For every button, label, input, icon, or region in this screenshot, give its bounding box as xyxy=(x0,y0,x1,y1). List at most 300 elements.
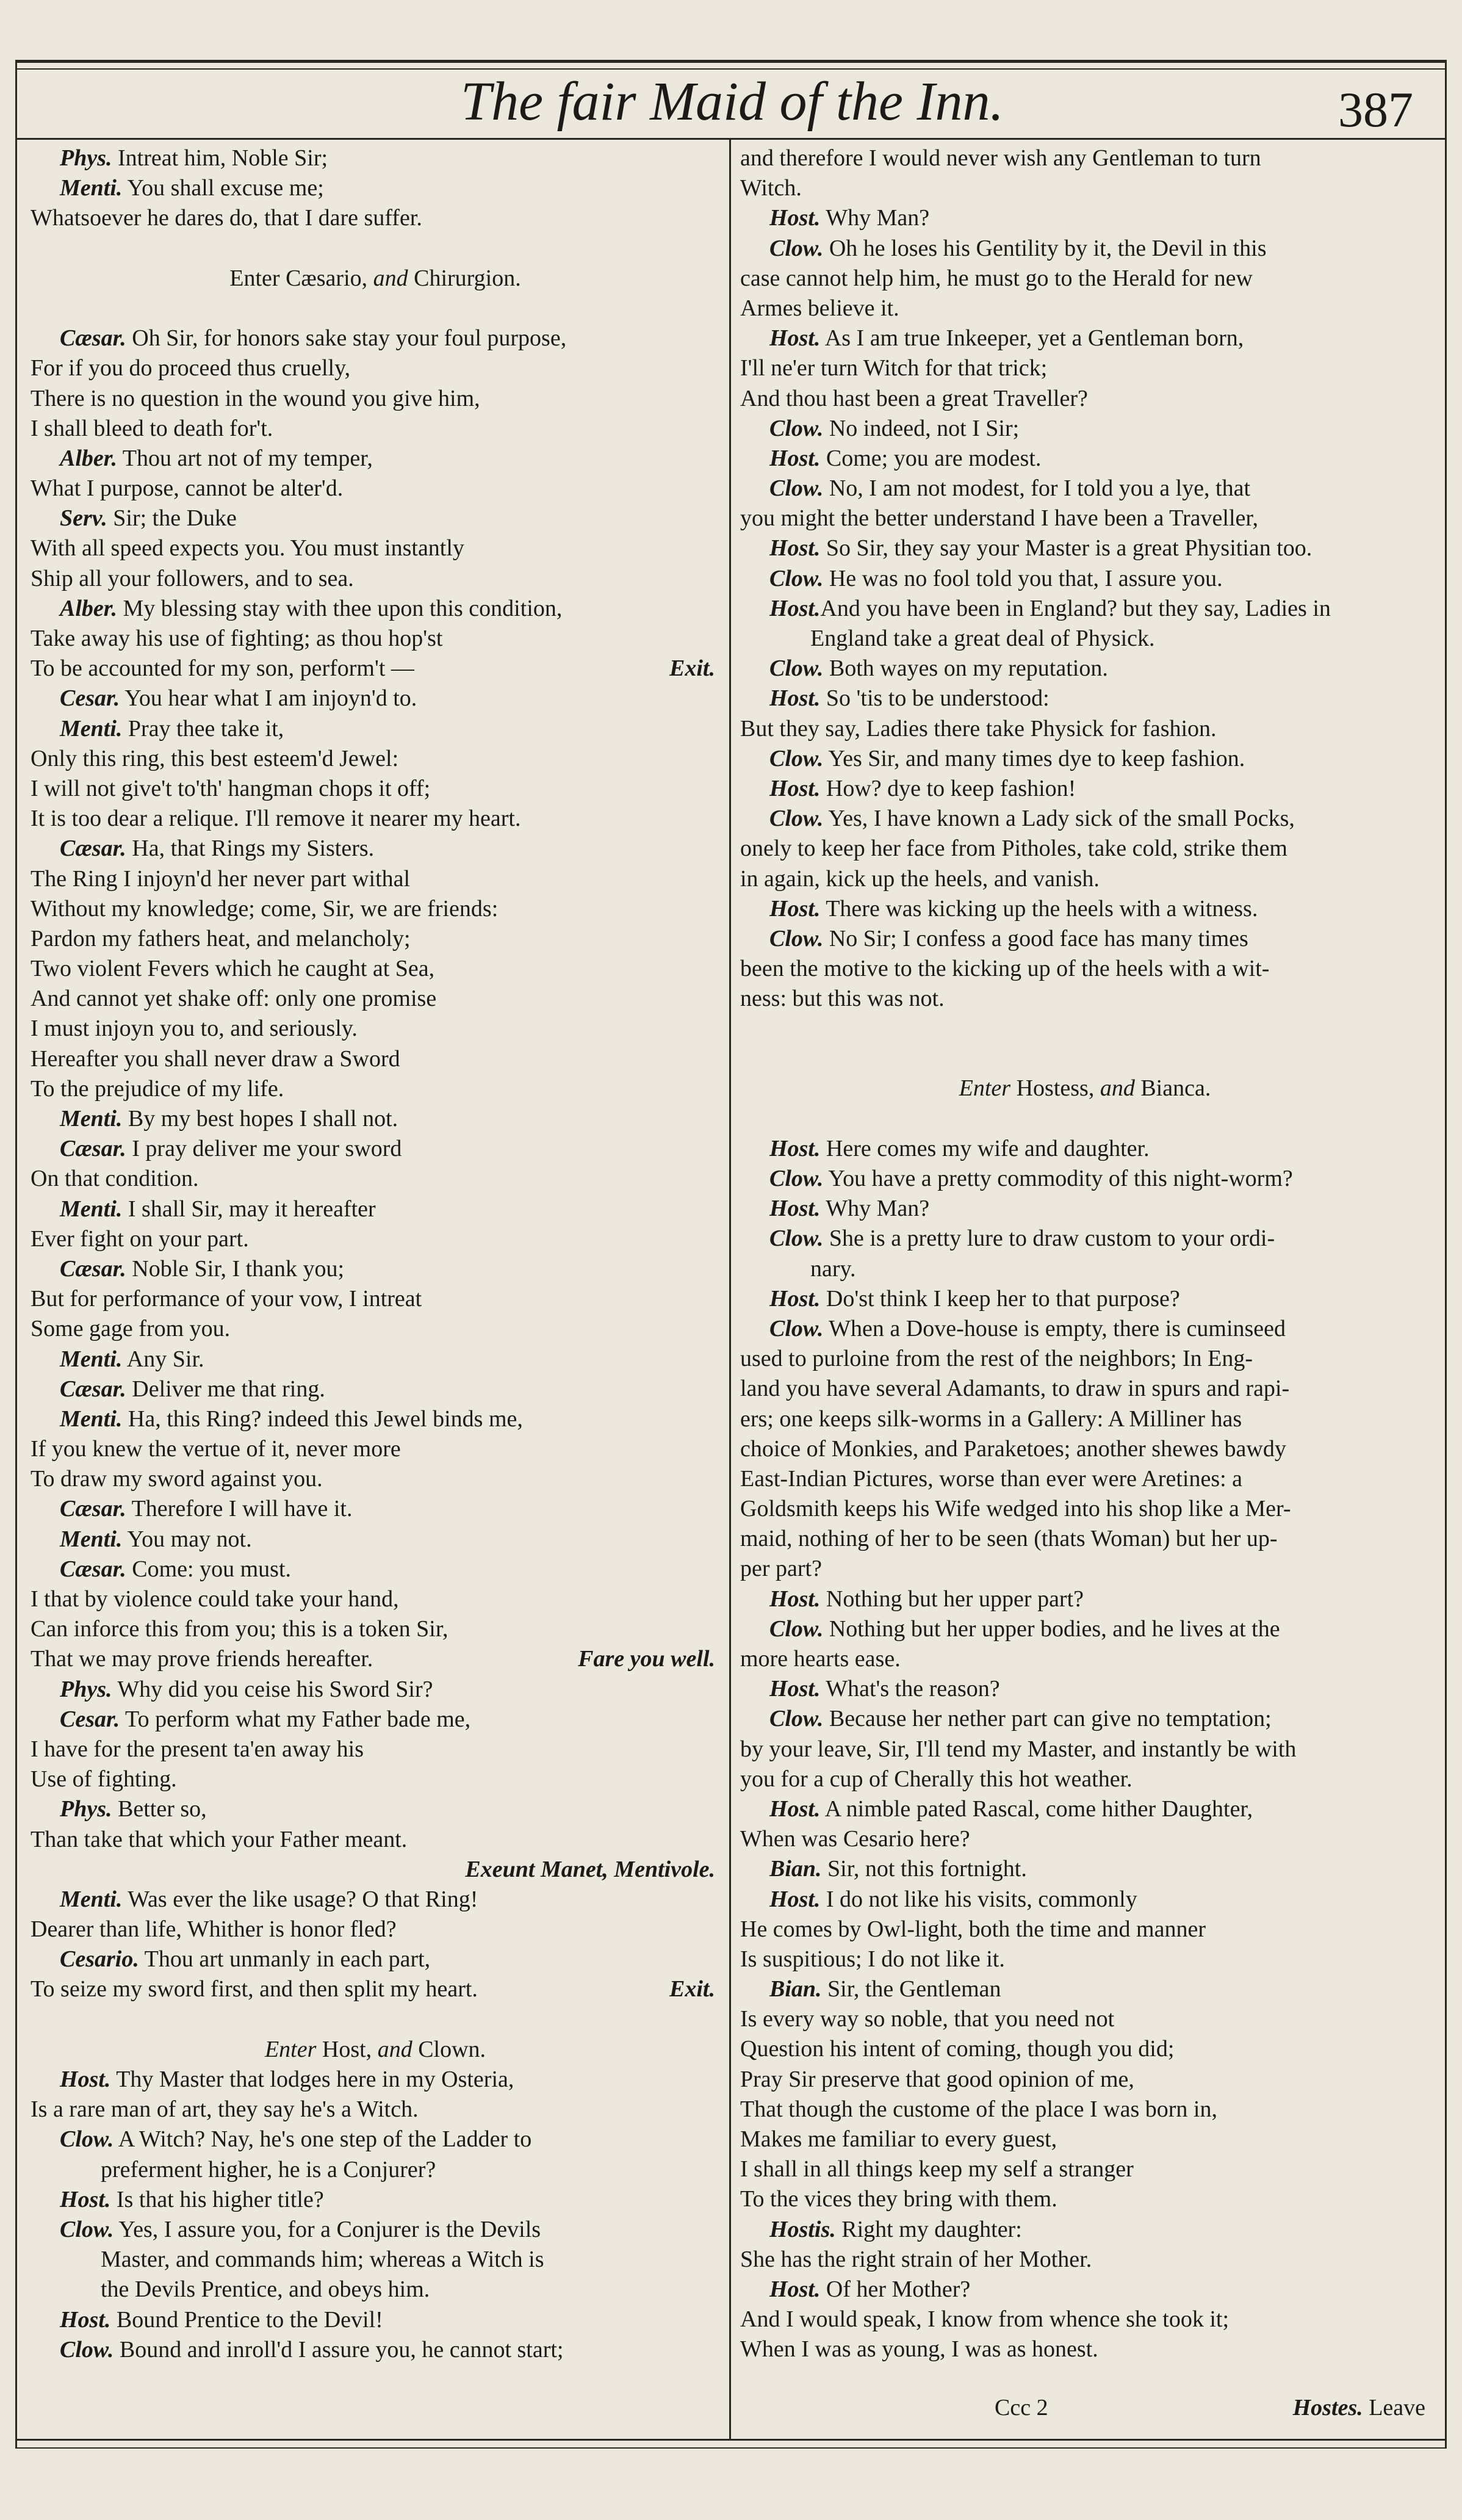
speech-line xyxy=(740,1314,1430,1344)
text-line xyxy=(740,1374,1430,1404)
speech-line xyxy=(31,2065,720,2095)
text-line xyxy=(740,1764,1430,1794)
text-line xyxy=(31,1434,720,1464)
speech-line xyxy=(31,1494,720,1524)
text-line xyxy=(31,2095,720,2125)
line-text: To the prejudice of my life. xyxy=(31,1075,284,1102)
speaker-name: Menti. xyxy=(60,1526,123,1552)
line-text: more hearts ease. xyxy=(740,1646,901,1672)
speaker-name: Menti. xyxy=(60,1886,123,1912)
line-text: When was Cesario here? xyxy=(740,1826,970,1852)
line-text: But they say, Ladies there take Physick for fashion. xyxy=(740,715,1217,742)
text-line xyxy=(31,1584,720,1614)
line-text: To be accounted for my son, perform't — xyxy=(31,655,414,682)
stage-direction-part: and xyxy=(373,265,414,291)
line-text: The Ring I injoyn'd her never part withal xyxy=(31,865,411,892)
line-text: ness: but this was not. xyxy=(740,986,945,1012)
line-text: Of her Mother? xyxy=(820,2276,971,2302)
line-text: Pardon my fathers heat, and melancholy; xyxy=(31,925,411,951)
text-line xyxy=(740,2125,1430,2154)
speech-line xyxy=(740,533,1430,563)
line-text: Witch. xyxy=(740,175,802,201)
line-text: Pray Sir preserve that good opinion of me, xyxy=(740,2066,1134,2092)
text-line xyxy=(740,1644,1430,1674)
text-line xyxy=(31,414,720,444)
speech-line xyxy=(31,1254,720,1284)
speech-line xyxy=(31,323,720,353)
text-line xyxy=(740,264,1430,294)
speech-line xyxy=(31,684,720,713)
line-text: Ha, this Ring? indeed this Jewel binds me, xyxy=(122,1406,523,1432)
speaker-name: Host. xyxy=(769,595,821,621)
stage-direction xyxy=(31,2035,720,2065)
spacer xyxy=(740,1014,1430,1074)
line-text: Therefore I will have it. xyxy=(126,1496,353,1522)
text-line xyxy=(31,474,720,504)
line-text: Why did you ceise his Sword Sir? xyxy=(112,1676,433,1702)
speech-line xyxy=(31,504,720,533)
text-line xyxy=(740,2334,1430,2364)
line-text: Bound and inroll'd I assure you, he cannot start; xyxy=(113,2336,564,2363)
speaker-name: Clow. xyxy=(769,1315,824,1341)
line-text: Makes me familiar to every guest, xyxy=(740,2126,1057,2152)
speech-line xyxy=(31,1104,720,1134)
line-text: When I was as young, I was as honest. xyxy=(740,2336,1098,2363)
text-line xyxy=(740,2154,1430,2184)
stage-direction-part: Enter xyxy=(264,2036,322,2062)
line-text: Is every way so noble, that you need not xyxy=(740,2006,1115,2032)
speech-line xyxy=(740,654,1430,684)
text-line xyxy=(31,1644,720,1674)
line-text: No indeed, not I Sir; xyxy=(823,415,1020,441)
line-text: I have for the present ta'en away his xyxy=(31,1736,364,1762)
line-text: Than take that which your Father meant. xyxy=(31,1826,408,1852)
speech-line xyxy=(740,1194,1430,1224)
line-text: I shall bleed to death for't. xyxy=(31,415,273,441)
line-text: Sir, the Gentleman xyxy=(821,1976,1001,2002)
speech-line xyxy=(740,1224,1430,1254)
speaker-name: Host. xyxy=(769,2276,821,2302)
line-text: Here comes my wife and daughter. xyxy=(820,1135,1150,1161)
speaker-name: Host. xyxy=(769,775,821,801)
catchword-speaker: Hostes. xyxy=(1292,2395,1363,2421)
text-line xyxy=(31,984,720,1014)
line-text: She is a pretty lure to draw custom to your ordi- xyxy=(823,1226,1275,1252)
line-text: England take a great deal of Physick. xyxy=(810,626,1155,651)
text-line xyxy=(31,1764,720,1794)
text-line xyxy=(740,2305,1430,2334)
speaker-name: Bian. xyxy=(769,1976,822,2002)
text-line xyxy=(740,864,1430,894)
line-text: in again, kick up the heels, and vanish. xyxy=(740,865,1100,892)
text-line xyxy=(740,294,1430,323)
text-line xyxy=(31,744,720,774)
left-border-rule xyxy=(15,60,17,2449)
line-text: A nimble pated Rascal, come hither Daughter, xyxy=(820,1796,1253,1822)
speaker-name: Clow. xyxy=(769,1706,824,1732)
text-line xyxy=(740,2065,1430,2095)
line-text: Come; you are modest. xyxy=(820,445,1042,471)
line-text: Thou art unmanly in each part, xyxy=(139,1946,431,1973)
speaker-name: Clow. xyxy=(769,1616,824,1642)
speech-line xyxy=(740,594,1430,624)
speech-line xyxy=(740,1704,1430,1734)
line-text: ers; one keeps silk-worms in a Gallery: A Milliner has xyxy=(740,1406,1242,1432)
speaker-name: Phys. xyxy=(60,145,112,171)
line-text: And cannot yet shake off: only one promise xyxy=(31,986,437,1012)
speech-line xyxy=(31,1374,720,1404)
line-text: As I am true Inkeeper, yet a Gentleman born, xyxy=(820,325,1244,352)
page-number: 387 xyxy=(1338,82,1413,137)
left-text-column xyxy=(31,143,720,2365)
speaker-name: Bian. xyxy=(769,1856,822,1882)
continuation-line xyxy=(31,2245,720,2275)
speech-line xyxy=(740,203,1430,233)
line-text: by your leave, Sir, I'll tend my Master, and instantly be with xyxy=(740,1736,1297,1762)
text-line xyxy=(740,1735,1430,1764)
line-text: Goldsmith keeps his Wife wedged into his shop like a Mer- xyxy=(740,1496,1291,1522)
line-text: No, I am not modest, for I told you a lye, that xyxy=(823,475,1251,502)
line-text: you for a cup of Cherally this hot weather. xyxy=(740,1766,1133,1792)
line-text: You may not. xyxy=(122,1526,252,1552)
line-text: You have a pretty commodity of this night-worm? xyxy=(823,1166,1293,1191)
speaker-name: Clow. xyxy=(769,565,824,591)
line-text: and therefore I would never wish any Gentleman to turn xyxy=(740,145,1261,171)
text-line xyxy=(31,1915,720,1944)
speaker-name: Clow. xyxy=(769,655,824,682)
line-text: nary. xyxy=(810,1255,856,1282)
line-text: By my best hopes I shall not. xyxy=(122,1106,398,1132)
stage-direction-inline: Fare you well. xyxy=(578,1646,715,1672)
text-line xyxy=(740,714,1430,744)
line-text: He was no fool told you that, I assure you. xyxy=(823,565,1223,591)
line-text: Take away his use of fighting; as thou hop'st xyxy=(31,626,443,651)
speech-line xyxy=(31,1554,720,1584)
line-text: per part? xyxy=(740,1556,822,1582)
line-text: Whatsoever he dares do, that I dare suffer. xyxy=(31,205,422,231)
speaker-name: Menti. xyxy=(60,1196,123,1222)
column-divider xyxy=(729,139,731,2439)
text-line xyxy=(740,1344,1430,1374)
speaker-name: Menti. xyxy=(60,1406,123,1432)
indented-line xyxy=(740,624,1430,654)
speech-line xyxy=(31,834,720,864)
bottom-border-rule-inner xyxy=(15,2447,1447,2449)
line-text: She has the right strain of her Mother. xyxy=(740,2246,1092,2272)
line-text: Yes, I assure you, for a Conjurer is the Devils xyxy=(113,2216,541,2242)
line-text: Why Man? xyxy=(820,1196,930,1222)
line-text: I shall in all things keep my self a stranger xyxy=(740,2156,1134,2182)
catchword xyxy=(1293,2392,1425,2423)
line-text: I'll ne'er turn Witch for that trick; xyxy=(740,355,1048,381)
line-text: Is that his higher title? xyxy=(110,2186,324,2212)
text-line xyxy=(31,1224,720,1254)
speech-line xyxy=(31,1794,720,1824)
speaker-name: Phys. xyxy=(60,1676,112,1702)
text-line xyxy=(740,984,1430,1014)
speech-line xyxy=(740,323,1430,353)
speaker-name: Host. xyxy=(769,1676,821,1702)
line-text: Sir; the Duke xyxy=(107,505,237,532)
text-line xyxy=(740,2184,1430,2214)
line-text: Noble Sir, I thank you; xyxy=(126,1255,345,1282)
text-line xyxy=(31,1284,720,1314)
line-text: you might the better understand I have been a Traveller, xyxy=(740,505,1259,532)
speech-line xyxy=(740,1284,1430,1314)
text-line xyxy=(740,1494,1430,1524)
text-line xyxy=(740,1464,1430,1494)
line-text: Better so, xyxy=(112,1796,207,1822)
spacer xyxy=(31,234,720,264)
line-text: been the motive to the kicking up of the heels with a wit- xyxy=(740,956,1270,982)
speech-line xyxy=(740,1885,1430,1915)
text-line xyxy=(31,384,720,414)
speech-line xyxy=(740,774,1430,804)
line-text: So Sir, they say your Master is a great Physitian too. xyxy=(820,535,1313,561)
top-border-rule xyxy=(15,60,1447,63)
text-line xyxy=(31,353,720,383)
text-line xyxy=(740,1824,1430,1854)
speech-line xyxy=(31,143,720,173)
speech-line xyxy=(31,1345,720,1374)
stage-direction-part: Host, xyxy=(322,2036,378,2062)
speaker-name: Cæsar. xyxy=(60,1376,126,1402)
line-text: Master, and commands him; whereas a Witch is xyxy=(101,2247,544,2273)
text-line xyxy=(31,924,720,954)
text-line xyxy=(31,1825,720,1855)
line-text: A Witch? Nay, he's one step of the Ladder to xyxy=(113,2126,532,2153)
line-text: And I would speak, I know from whence she took it; xyxy=(740,2306,1230,2333)
right-text-column xyxy=(740,143,1430,2365)
signature-mark: Ccc 2 xyxy=(995,2395,1048,2421)
speaker-name: Clow. xyxy=(769,806,824,832)
speaker-name: Cæsar. xyxy=(60,1136,126,1162)
text-line xyxy=(740,173,1430,203)
line-text: How? dye to keep fashion! xyxy=(820,775,1076,801)
line-text: He comes by Owl-light, both the time and manner xyxy=(740,1916,1206,1942)
speech-line xyxy=(31,594,720,624)
line-text: Thy Master that lodges here in my Osteria, xyxy=(110,2067,514,2092)
line-text: Question his intent of coming, though you did; xyxy=(740,2036,1175,2062)
line-text: And you have been in England? but they say, Ladies in xyxy=(820,595,1331,621)
speaker-name: Menti. xyxy=(60,715,123,742)
speech-line xyxy=(740,414,1430,444)
speaker-name: Clow. xyxy=(769,745,824,771)
line-text: Because her nether part can give no temptation; xyxy=(823,1706,1272,1732)
line-text: Ship all your followers, and to sea. xyxy=(31,565,354,591)
speech-line xyxy=(740,924,1430,954)
text-line xyxy=(740,353,1430,383)
line-text: Two violent Fevers which he caught at Sea, xyxy=(31,956,435,982)
right-border-rule xyxy=(1445,60,1447,2449)
speech-line xyxy=(31,173,720,203)
spacer xyxy=(31,2005,720,2035)
line-text: And thou hast been a great Traveller? xyxy=(740,385,1088,411)
speaker-name: Clow. xyxy=(60,2216,114,2242)
speaker-name: Clow. xyxy=(769,235,824,261)
speaker-name: Host. xyxy=(60,2186,111,2212)
line-text: Both wayes on my reputation. xyxy=(823,655,1108,682)
stage-direction-inline: Exeunt Manet, Mentivole. xyxy=(465,1856,715,1882)
speaker-name: Host. xyxy=(769,205,821,231)
text-line xyxy=(740,834,1430,864)
line-text: Intreat him, Noble Sir; xyxy=(112,145,328,171)
speech-line xyxy=(740,234,1430,264)
speaker-name: Clow. xyxy=(769,1226,824,1252)
text-line xyxy=(31,864,720,894)
speaker-name: Host. xyxy=(769,895,821,922)
speech-line xyxy=(31,1944,720,1974)
speech-line xyxy=(740,684,1430,713)
line-text: Is a rare man of art, they say he's a Witch. xyxy=(31,2096,419,2123)
text-line xyxy=(740,2004,1430,2034)
speaker-name: Hostis. xyxy=(769,2216,836,2242)
speech-line xyxy=(740,1854,1430,1884)
line-text: You hear what I am injoyn'd to. xyxy=(120,685,417,712)
speaker-name: Menti. xyxy=(60,1106,123,1132)
speaker-name: Clow. xyxy=(769,475,824,502)
speech-line xyxy=(740,804,1430,834)
line-text: I will not give't to'th' hangman chops it off; xyxy=(31,775,431,801)
speech-line xyxy=(31,1194,720,1224)
line-text: Is suspitious; I do not like it. xyxy=(740,1946,1005,1972)
speech-line xyxy=(31,1885,720,1915)
header-rule xyxy=(15,138,1447,140)
line-text: Oh Sir, for honors sake stay your foul purpose, xyxy=(126,325,567,352)
speaker-name: Host. xyxy=(769,685,821,712)
line-text: That we may prove friends hereafter. xyxy=(31,1646,373,1672)
line-text: Without my knowledge; come, Sir, we are friends: xyxy=(31,895,499,922)
speech-line xyxy=(740,1164,1430,1194)
stage-direction-part: Enter xyxy=(959,1075,1017,1102)
text-line xyxy=(31,1855,720,1885)
stage-direction-part: Chirurgion. xyxy=(414,265,521,291)
speech-line xyxy=(31,714,720,744)
stage-direction-part: and xyxy=(377,2036,419,2062)
stage-direction-inline: Exit. xyxy=(669,655,715,682)
speech-line xyxy=(740,1974,1430,2004)
stage-direction xyxy=(740,1074,1430,1103)
speech-line xyxy=(31,1134,720,1164)
speech-line xyxy=(31,2125,720,2154)
line-text: Ever fight on your part. xyxy=(31,1226,249,1252)
speaker-name: Clow. xyxy=(769,925,824,951)
line-text: There is no question in the wound you give him, xyxy=(31,385,480,411)
line-text: What I purpose, cannot be alter'd. xyxy=(31,475,344,502)
line-text: I do not like his visits, commonly xyxy=(820,1886,1137,1912)
text-line xyxy=(740,1434,1430,1464)
text-line xyxy=(740,954,1430,984)
speaker-name: Host. xyxy=(769,1285,821,1312)
stage-direction-inline: Exit. xyxy=(669,1976,715,2002)
speech-line xyxy=(740,1614,1430,1644)
line-text: maid, nothing of her to be seen (thats Woman) but her up- xyxy=(740,1526,1278,1552)
running-title: The fair Maid of the Inn. xyxy=(461,71,1004,132)
continuation-line xyxy=(31,2155,720,2185)
line-text: Was ever the like usage? O that Ring! xyxy=(122,1886,478,1912)
line-text: East-Indian Pictures, worse than ever were Aretines: a xyxy=(740,1465,1243,1492)
speaker-name: Menti. xyxy=(60,175,123,201)
speaker-name: Host. xyxy=(769,1796,821,1822)
line-text: If you knew the vertue of it, never more xyxy=(31,1436,401,1462)
line-text: When a Dove-house is empty, there is cuminseed xyxy=(823,1315,1286,1341)
text-line xyxy=(31,1314,720,1344)
text-line xyxy=(740,384,1430,414)
line-text: I that by violence could take your hand, xyxy=(31,1586,399,1612)
line-text: For if you do proceed thus cruelly, xyxy=(31,355,351,381)
line-text: So 'tis to be understood: xyxy=(820,685,1050,712)
speaker-name: Cesario. xyxy=(60,1946,139,1973)
speaker-name: Host. xyxy=(769,1886,821,1912)
speaker-name: Host. xyxy=(769,535,821,561)
text-line xyxy=(31,564,720,594)
speech-line xyxy=(31,2215,720,2245)
text-line xyxy=(31,1014,720,1044)
text-line xyxy=(740,1554,1430,1584)
stage-direction xyxy=(31,264,720,294)
line-text: You shall excuse me; xyxy=(122,175,324,201)
speech-line xyxy=(740,1794,1430,1824)
line-text: Right my daughter: xyxy=(835,2216,1022,2242)
line-text: It is too dear a relique. I'll remove it nearer my heart. xyxy=(31,806,521,832)
spacer xyxy=(740,1104,1430,1134)
text-line xyxy=(740,1944,1430,1974)
line-text: Any Sir. xyxy=(122,1346,204,1372)
text-line xyxy=(740,2245,1430,2275)
speaker-name: Cæsar. xyxy=(60,325,126,352)
speech-line xyxy=(740,1674,1430,1704)
line-text: Dearer than life, Whither is honor fled? xyxy=(31,1916,397,1943)
line-text: Do'st think I keep her to that purpose? xyxy=(820,1285,1180,1312)
speaker-name: Host. xyxy=(769,1586,821,1612)
line-text: On that condition. xyxy=(31,1166,199,1192)
line-text: I shall Sir, may it hereafter xyxy=(122,1196,376,1222)
continuation-line xyxy=(31,2275,720,2305)
continuation-line xyxy=(740,1254,1430,1284)
text-line xyxy=(31,804,720,834)
speech-line xyxy=(740,744,1430,774)
text-line xyxy=(31,1614,720,1644)
speech-line xyxy=(740,2215,1430,2245)
line-text: To draw my sword against you. xyxy=(31,1466,323,1492)
stage-direction-part: Hostess, xyxy=(1016,1075,1100,1102)
text-line xyxy=(740,2095,1430,2125)
text-line xyxy=(740,504,1430,533)
speech-line xyxy=(31,1404,720,1434)
text-line xyxy=(740,1915,1430,1944)
line-text: used to purloine from the rest of the neighbors; In Eng- xyxy=(740,1346,1253,1372)
text-line xyxy=(31,954,720,984)
line-text: Some gage from you. xyxy=(31,1316,231,1342)
line-text: Oh he loses his Gentility by it, the Devil in this xyxy=(823,235,1267,261)
speaker-name: Cesar. xyxy=(60,1706,120,1732)
speaker-name: Host. xyxy=(60,2306,111,2333)
line-text: preferment higher, he is a Conjurer? xyxy=(101,2156,436,2182)
speech-line xyxy=(740,1134,1430,1164)
speech-line xyxy=(740,564,1430,594)
speaker-name: Cæsar. xyxy=(60,1496,126,1522)
speech-line xyxy=(740,1584,1430,1614)
text-line xyxy=(31,654,720,684)
line-text: Why Man? xyxy=(820,205,930,231)
bottom-border-rule xyxy=(15,2439,1447,2441)
line-text: No Sir; I confess a good face has many times xyxy=(823,925,1248,951)
line-text: Can inforce this from you; this is a token Sir, xyxy=(31,1616,448,1642)
speaker-name: Phys. xyxy=(60,1796,112,1822)
line-text: Pray thee take it, xyxy=(122,715,284,742)
line-text: I must injoyn you to, and seriously. xyxy=(31,1016,358,1042)
text-line xyxy=(740,2034,1430,2064)
